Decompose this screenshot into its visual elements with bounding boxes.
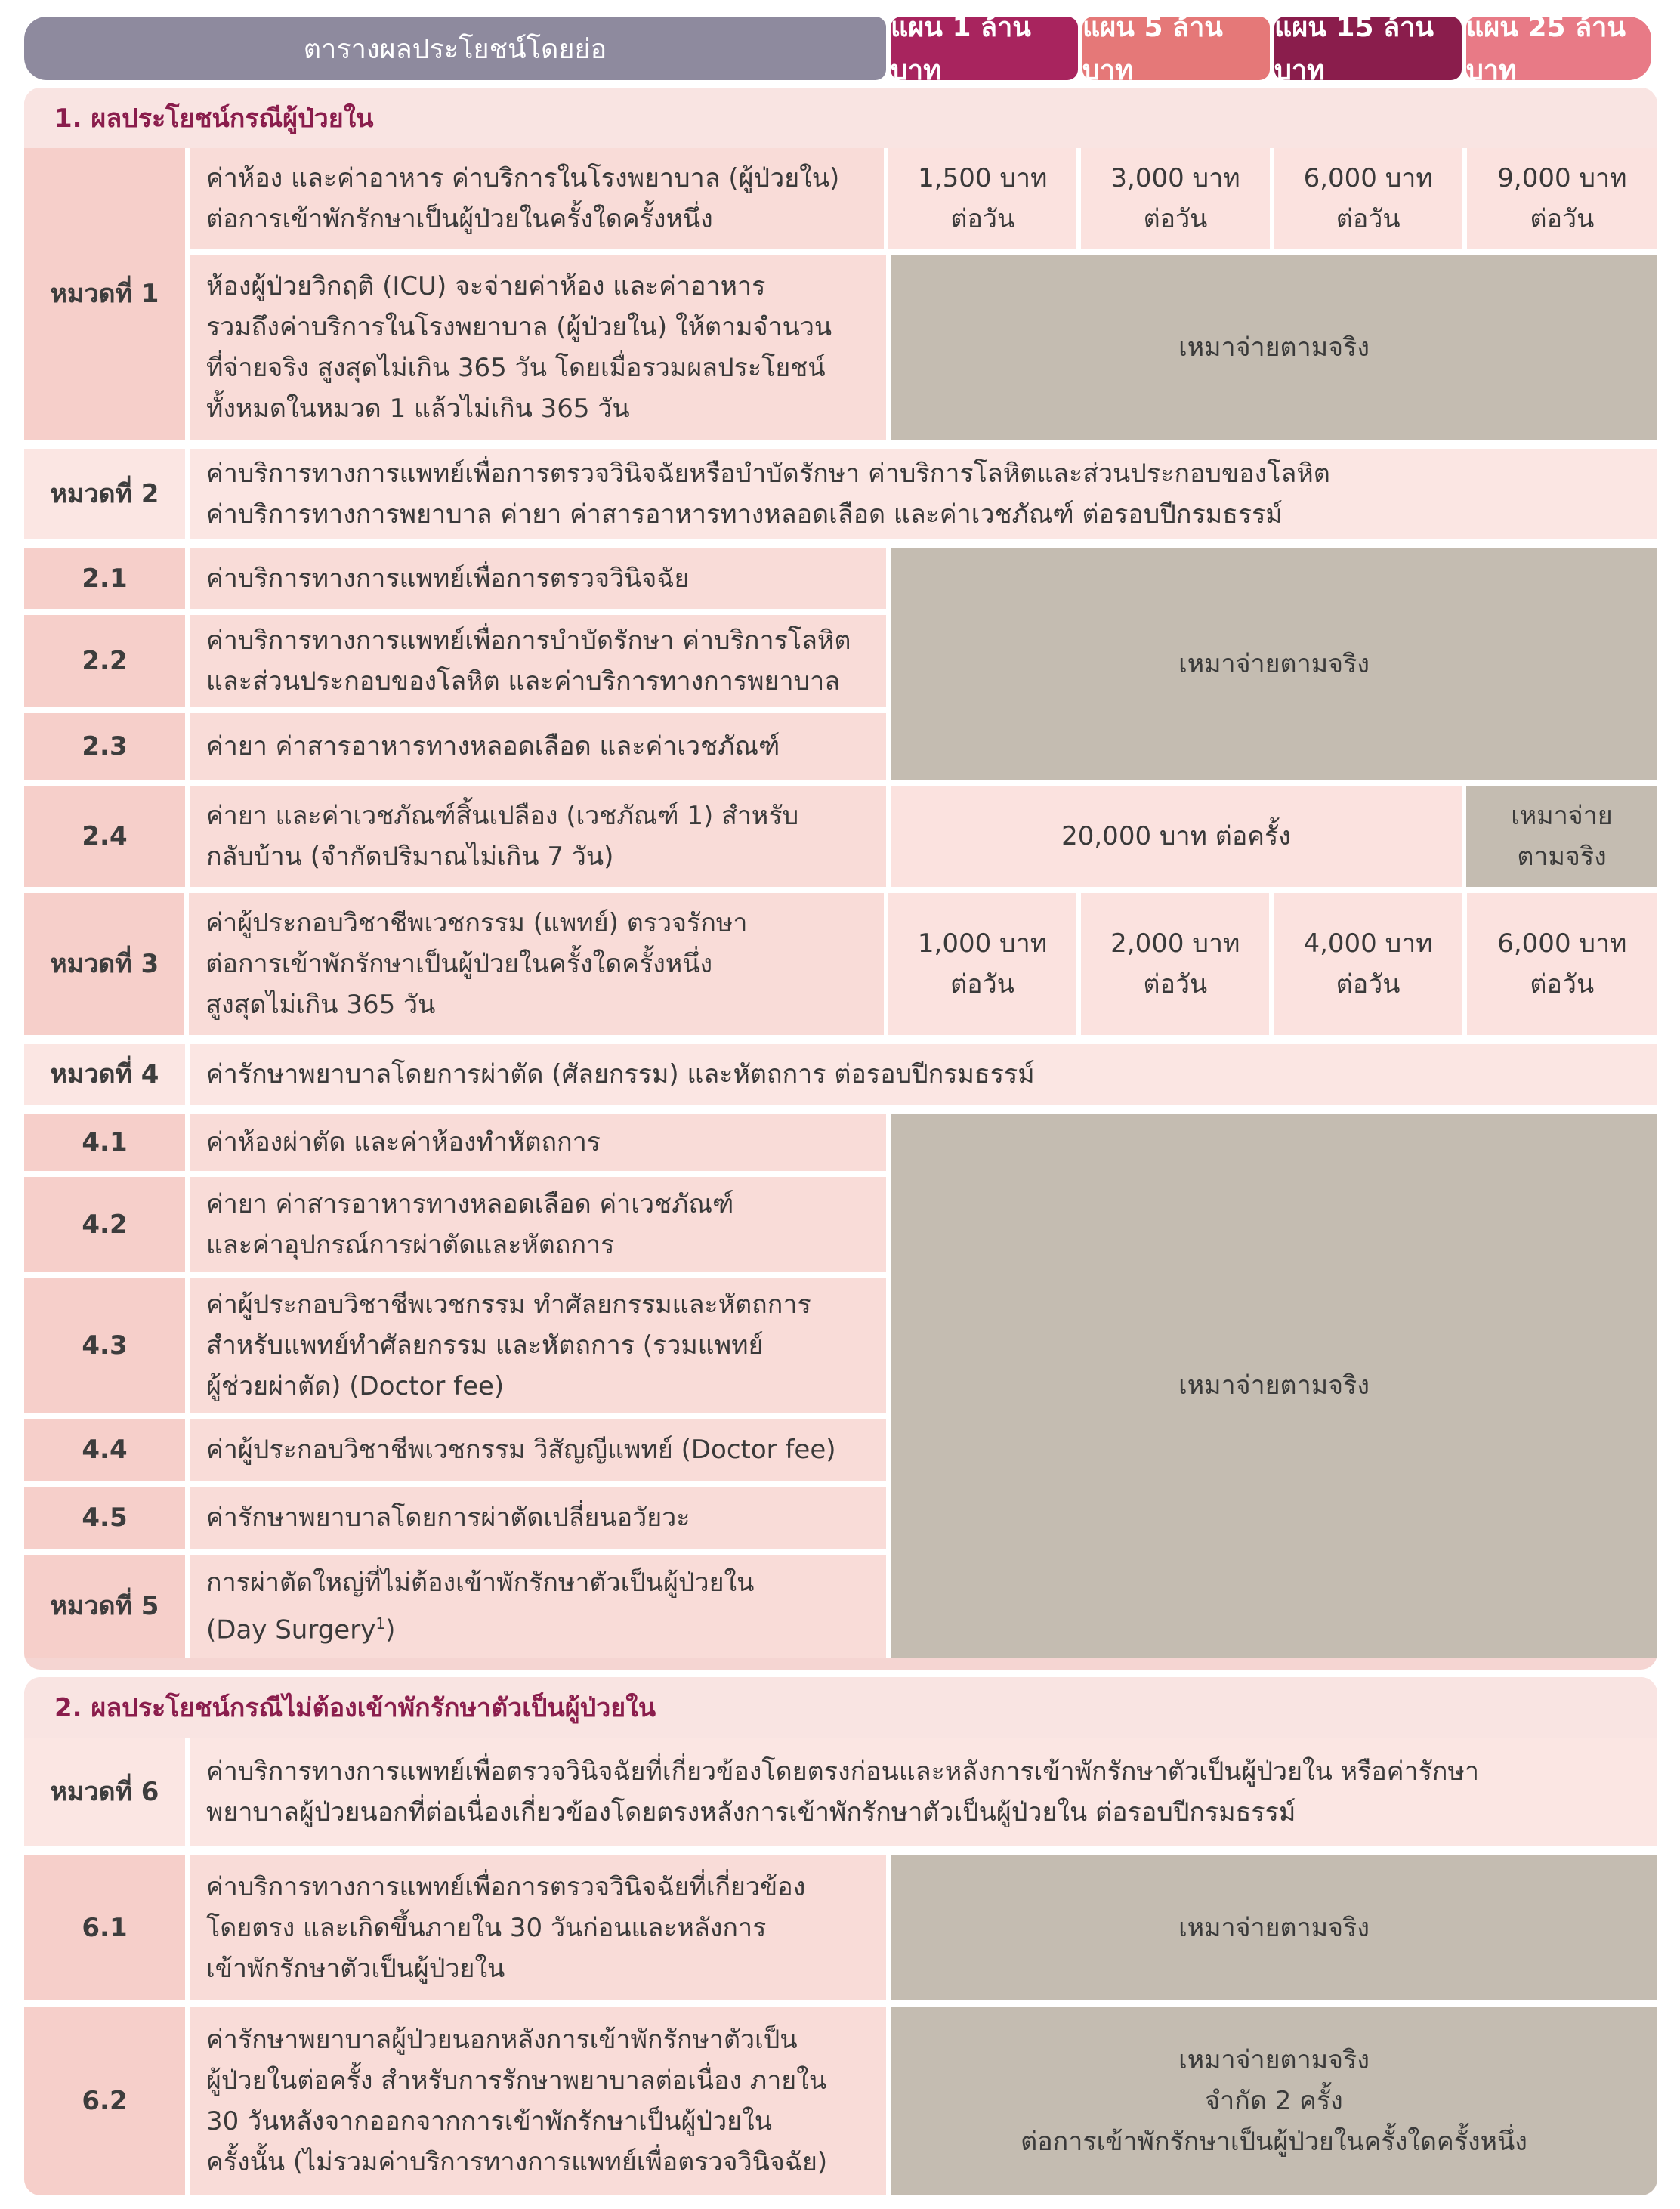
table-row	[24, 786, 1657, 887]
item-label: 4.4	[24, 1419, 185, 1481]
category-description: ค่าห้อง และค่าอาหาร ค่าบริการในโรงพยาบาล (ผู้ป่วยใน) ต่อการเข้าพักรักษาเป็นผู้ป่วยในครั้งใดครั้งหนึ่ง	[190, 148, 884, 249]
plan-value: 2,000 บาท ต่อวัน	[1081, 893, 1269, 1035]
table-row	[24, 1114, 886, 1171]
benefits-table	[24, 12, 1657, 2195]
category-label: หมวดที่ 5	[24, 1555, 185, 1658]
item-label: 2.3	[24, 713, 185, 780]
section-inpatient	[24, 88, 1657, 1670]
category-description: ค่าบริการทางการแพทย์เพื่อการตรวจวินิจฉัยหรือบำบัดรักษา ค่าบริการโลหิตและส่วนประกอบของโลหิต ค่าบริการทางการพยาบาล ค่ายา ค่าสารอาหารทางหลอดเลือด และค่าเวชภัณฑ์ ต่อรอบปีกรมธรรม์	[190, 449, 1657, 539]
plan-value: 4,000 บาท ต่อวัน	[1274, 893, 1462, 1035]
plan-value: 20,000 บาท ต่อครั้ง	[891, 786, 1462, 887]
table-row	[24, 1278, 886, 1413]
table-row	[24, 1419, 886, 1481]
item-label: 2.1	[24, 548, 185, 609]
plan-value: 6,000 บาท ต่อวัน	[1274, 148, 1462, 249]
table-row	[24, 1177, 886, 1272]
plan-value: 1,000 บาท ต่อวัน	[888, 893, 1076, 1035]
plan-value: 3,000 บาท ต่อวัน	[1081, 148, 1269, 249]
category-6	[24, 1738, 1657, 1846]
category-5	[24, 1555, 886, 1658]
category-description: ค่าผู้ประกอบวิชาชีพเวชกรรม (แพทย์) ตรวจรักษา ต่อการเข้าพักรักษาเป็นผู้ป่วยในครั้งใดครั้งหนึ่ง สูงสุดไม่เกิน 365 วัน	[189, 893, 883, 1035]
item-description: ค่ายา ค่าสารอาหารทางหลอดเลือด และค่าเวชภัณฑ์	[190, 713, 886, 780]
plan-25-header: แผน 25 ล้านบาท	[1466, 17, 1651, 80]
item-description: ค่าผู้ประกอบวิชาชีพเวชกรรม วิสัญญีแพทย์ (Doctor fee)	[190, 1419, 886, 1481]
plan-5-header: แผน 5 ล้านบาท	[1082, 17, 1270, 80]
category-label: หมวดที่ 2	[24, 449, 185, 539]
category-description: ห้องผู้ป่วยวิกฤติ (ICU) จะจ่ายค่าห้อง และค่าอาหาร รวมถึงค่าบริการในโรงพยาบาล (ผู้ป่วยใน) ให้ตามจำนวน ที่จ่ายจริง สูงสุดไม่เกิน 365 วัน โดยเมื่อรวมผลประโยชน์ ทั้งหมดในหมวด 1 แล้วไม่เกิน 365 วัน	[190, 255, 886, 440]
item-label: 4.5	[24, 1487, 185, 1549]
item-description: ค่าห้องผ่าตัด และค่าห้องทำหัตถการ	[190, 1114, 886, 1171]
category-description: ค่ารักษาพยาบาลโดยการผ่าตัด (ศัลยกรรม) และหัตถการ ต่อรอบปีกรมธรรม์	[190, 1044, 1657, 1104]
plan-value: 6,000 บาท ต่อวัน	[1467, 893, 1657, 1035]
category-4	[24, 1044, 1657, 1104]
plan-1-header: แผน 1 ล้านบาท	[891, 17, 1078, 80]
category-label: หมวดที่ 4	[24, 1044, 185, 1104]
item-label: 6.2	[24, 2007, 185, 2195]
table-row	[24, 713, 886, 780]
table-row	[24, 1487, 886, 1549]
item-description: ค่ารักษาพยาบาลโดยการผ่าตัดเปลี่ยนอวัยวะ	[190, 1487, 886, 1549]
section-outpatient	[24, 1677, 1657, 2195]
item-label: 2.2	[24, 615, 185, 707]
item-label: 6.1	[24, 1855, 185, 2000]
item-label: 4.2	[24, 1177, 185, 1272]
category-label: หมวดที่ 6	[24, 1738, 185, 1846]
item-description: ค่าบริการทางการแพทย์เพื่อการตรวจวินิจฉัย	[190, 548, 886, 609]
plan-value: 1,500 บาท ต่อวัน	[888, 148, 1076, 249]
item-description: ค่ายา ค่าสารอาหารทางหลอดเลือด ค่าเวชภัณฑ์ และค่าอุปกรณ์การผ่าตัดและหัตถการ	[190, 1177, 886, 1272]
lump-sum-value: เหมาจ่ายตามจริง	[891, 548, 1657, 780]
lump-sum-value: เหมาจ่ายตามจริง	[891, 255, 1657, 440]
plan-15-header: แผน 15 ล้านบาท	[1274, 17, 1462, 80]
item-description: ค่ายา และค่าเวชภัณฑ์สิ้นเปลือง (เวชภัณฑ์ 1) สำหรับ กลับบ้าน (จำกัดปริมาณไม่เกิน 7 วัน)	[190, 786, 886, 887]
item-description: ค่าบริการทางการแพทย์เพื่อการตรวจวินิจฉัยที่เกี่ยวข้อง โดยตรง และเกิดขึ้นภายใน 30 วันก่อนและหลังการ เข้าพักรักษาตัวเป็นผู้ป่วยใน	[190, 1855, 886, 2000]
table-header	[24, 12, 1657, 86]
lump-sum-value: เหมาจ่ายตามจริง	[891, 1855, 1657, 2000]
table-row	[24, 2007, 1657, 2195]
plan-value: 9,000 บาท ต่อวัน	[1467, 148, 1657, 249]
table-row	[24, 615, 886, 707]
lump-sum-value: เหมาจ่ายตามจริง	[891, 1114, 1657, 1658]
category-2	[24, 449, 1657, 539]
category-1	[24, 148, 1657, 440]
table-row	[24, 1855, 1657, 2000]
lump-sum-value: เหมาจ่ายตามจริง จำกัด 2 ครั้ง ต่อการเข้าพักรักษาเป็นผู้ป่วยในครั้งใดครั้งหนึ่ง	[891, 2007, 1657, 2195]
category-description: ค่าบริการทางการแพทย์เพื่อตรวจวินิจฉัยที่เกี่ยวข้องโดยตรงก่อนและหลังการเข้าพักรักษาตัวเป็นผู้ป่วยใน หรือค่ารักษา พยาบาลผู้ป่วยนอกที่ต่อเนื่องเกี่ยวข้องโดยตรงหลังการเข้าพักรักษาตัวเป็นผู้ป่วยใน ต่อรอบปีกรมธรรม์	[190, 1738, 1657, 1846]
category-3	[24, 893, 1657, 1035]
section-title: 2. ผลประโยชน์กรณีไม่ต้องเข้าพักรักษาตัวเป็นผู้ป่วยใน	[24, 1677, 1657, 1738]
item-description: ค่าบริการทางการแพทย์เพื่อการบำบัดรักษา ค่าบริการโลหิต และส่วนประกอบของโลหิต และค่าบริการทางการพยาบาล	[190, 615, 886, 707]
item-description: ค่ารักษาพยาบาลผู้ป่วยนอกหลังการเข้าพักรักษาตัวเป็น ผู้ป่วยในต่อครั้ง สำหรับการรักษาพยาบาลต่อเนื่อง ภายใน 30 วันหลังจากออกจากการเข้าพักรักษาเป็นผู้ป่วยใน ครั้งนั้น (ไม่รวมค่าบริการทางการแพทย์เพื่อตรวจวินิจฉัย)	[190, 2007, 886, 2195]
item-description: ค่าผู้ประกอบวิชาชีพเวชกรรม ทำศัลยกรรมและหัตถการ สำหรับแพทย์ทำศัลยกรรม และหัตถการ (รวมแพทย์ ผู้ช่วยผ่าตัด) (Doctor fee)	[190, 1278, 886, 1413]
category-description: การผ่าตัดใหญ่ที่ไม่ต้องเข้าพักรักษาตัวเป็นผู้ป่วยใน (Day Surgery$^1$)	[190, 1555, 886, 1658]
table-title: ตารางผลประโยชน์โดยย่อ	[24, 17, 886, 80]
category-label: หมวดที่ 1	[24, 148, 185, 440]
lump-sum-value: เหมาจ่าย ตามจริง	[1466, 786, 1657, 887]
item-label: 4.1	[24, 1114, 185, 1171]
category-label: หมวดที่ 3	[24, 893, 184, 1035]
table-row	[24, 548, 886, 609]
section-title: 1. ผลประโยชน์กรณีผู้ป่วยใน	[24, 88, 1657, 148]
item-label: 2.4	[24, 786, 185, 887]
item-label: 4.3	[24, 1278, 185, 1413]
